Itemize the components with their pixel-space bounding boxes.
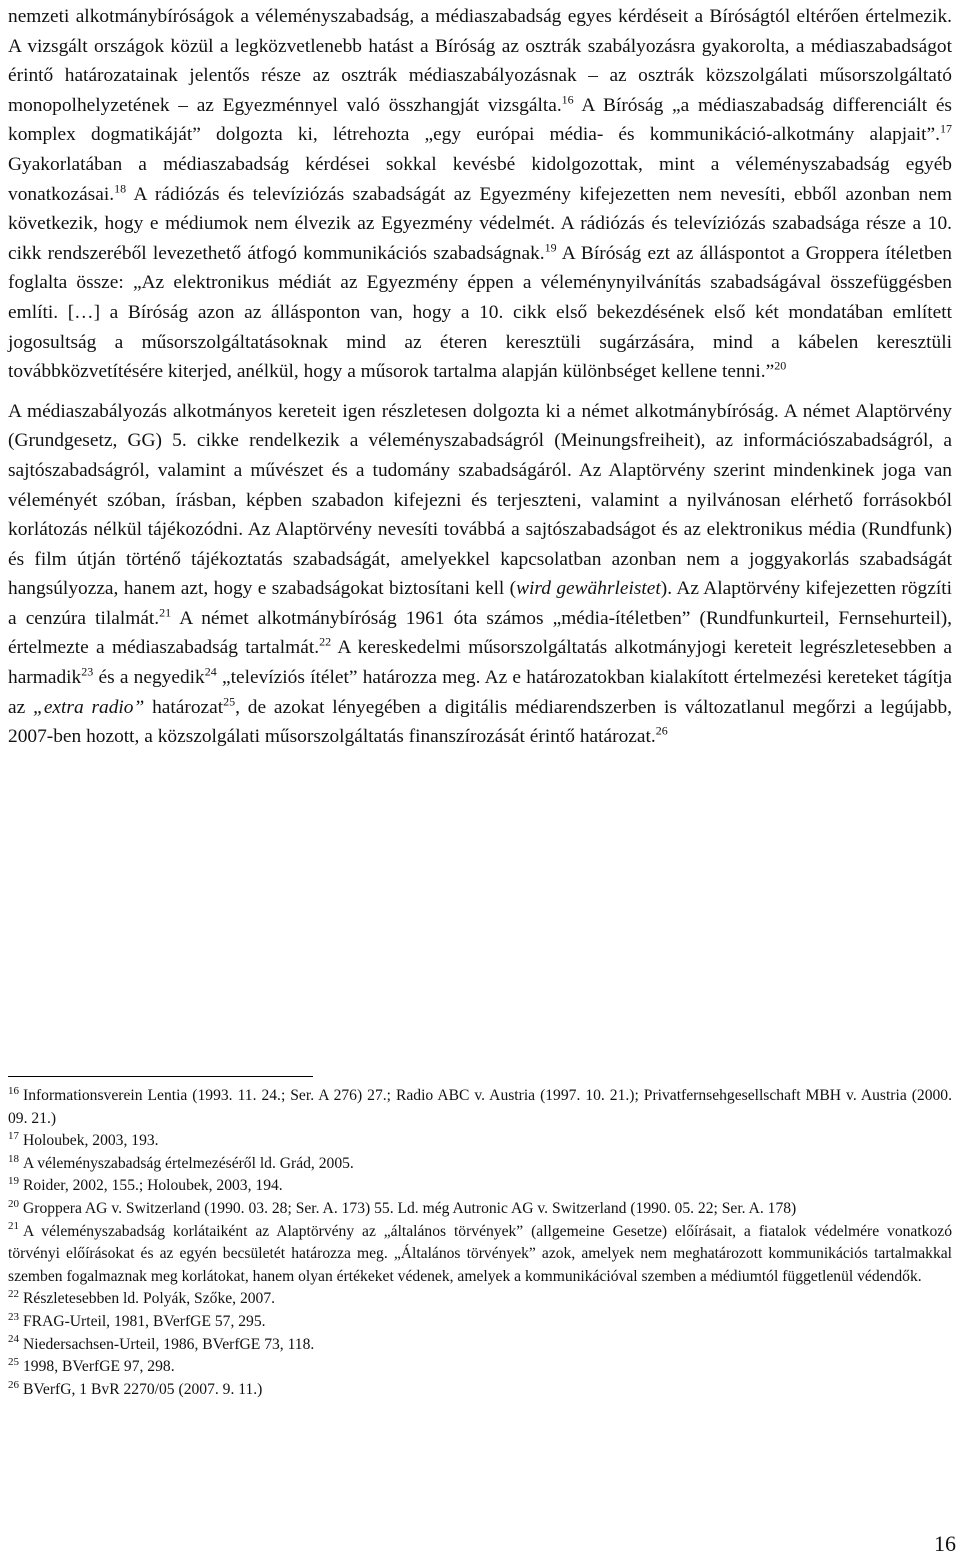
- body-paragraph-2: [8, 397, 952, 752]
- footnote-text: Holoubek, 2003, 193.: [23, 1132, 159, 1150]
- footnote-text: 1998, BVerfGE 97, 298.: [23, 1358, 175, 1376]
- footnote-text: Roider, 2002, 155.; Holoubek, 2003, 194.: [23, 1177, 283, 1195]
- paragraph-text: A német alkotmánybíróság 1961 óta számos „média-ítéletben” (Rundfunkurteil, Fernsehurteil), értelmezte a médiaszabadság tartalmát.: [8, 607, 953, 659]
- footnote-16: [8, 1085, 952, 1130]
- paragraph-text: nemzeti alkotmánybíróságok a véleményszabadság, a médiaszabadság egyes kérdéseit a Bíróságtól eltérően értelmezik. A vizsgált országok közül a legközvetlenebb hatást a Bíróság az osztrák szabályozásra gyakorolta, a médiaszabadságot érintő határozatainak jelentős része az osztrák médiaszabályozásnak – az osztrák közszolgálati műsorszolgáltató monopolhelyzetének – az Egyezménnyel való összhangját vizsgálta.: [8, 6, 952, 116]
- footnote-text: A véleményszabadság értelmezéséről ld. Grád, 2005.: [23, 1154, 354, 1172]
- footnote-text: Niedersachsen-Urteil, 1986, BVerfGE 73, 118.: [23, 1335, 315, 1353]
- footnote-reference: 23: [81, 664, 94, 679]
- paragraph-text: „televíziós ítélet” határozza meg. Az e határozatokban kialakított értelmezési kereteket tágítja az: [8, 667, 952, 718]
- footnote-19: [8, 1175, 952, 1198]
- footnote-text: Groppera AG v. Switzerland (1990. 03. 28; Ser. A. 173) 55. Ld. még Autronic AG v. Switzerland (1990. 05. 22; Ser. A. 178): [23, 1199, 797, 1217]
- footnote-24: [8, 1334, 952, 1357]
- footnote-reference: 22: [319, 635, 332, 649]
- paragraph-text: A médiaszabályozás alkotmányos kereteit igen részletesen dolgozta ki a német alkotmánybíróság. A német Alaptörvény (Grundgesetz, GG) 5. cikke rendelkezik a véleményszabadságról (Meinungsfreiheit), az információszabadságról, a sajtószabadságról, valamint a művészet és a tudomány szabadságáról. Az Alaptörvény szerint mindenkinek joga van véleményét szóban, írásban, képben szabadon kifejezni és terjeszteni, valamint a nyilvánosan elérhető forrásokból korlátozás nélkül tájékozódni. Az Alaptörvény nevesíti továbbá a sajtószabadságot és az elektronikus média (Rundfunk) és film útján történő tájékoztatás szabadságát, amelyekkel kapcsolatban azonban nem a joggyakorlás szabadságát hangsúlyozza, hanem azt, hogy e szabadságokat biztosítani kell (: [8, 400, 952, 600]
- footnote-17: [8, 1130, 952, 1153]
- footnote-reference: 25: [223, 694, 236, 709]
- page-body: [8, 0, 952, 752]
- paragraph-text: A kereskedelmi műsorszolgáltatás alkotmányjogi kereteit legrészletesebben a harmadik: [8, 637, 952, 689]
- footnote-22: [8, 1288, 952, 1311]
- footnote-reference: 18: [114, 181, 127, 196]
- footnote-21: [8, 1221, 952, 1289]
- footnote-text: FRAG-Urteil, 1981, BVerfGE 57, 295.: [23, 1312, 266, 1330]
- paragraph-text: határozat: [144, 696, 224, 718]
- footnote-26: [8, 1379, 952, 1402]
- footnote-number: 25: [8, 1355, 19, 1368]
- footnote-20: [8, 1198, 952, 1221]
- body-paragraph-1: [8, 0, 952, 387]
- footnote-reference: 24: [204, 664, 217, 679]
- footnote-number: 17: [8, 1130, 19, 1142]
- footnote-number: 16: [8, 1084, 19, 1097]
- paragraph-text: A rádiózás és televíziózás szabadságát az Egyezmény kifejezetten nem nevesíti, ebből azonban nem következik, hogy e médiumok nem élvezik az Egyezmény védelmét. A rádiózás és televíziózás szabadsága része a 10. cikk rendszeréből levezethető átfogó kommunikációs szabadságnak.: [8, 183, 952, 264]
- footnote-number: 24: [8, 1333, 19, 1346]
- footnote-reference: 21: [159, 605, 172, 620]
- paragraph-text: Gyakorlatában a médiaszabadság kérdései sokkal kevésbé kidolgozottak, mint a véleményszabadság egyéb vonatkozásai.: [8, 153, 952, 205]
- footnote-text: A véleményszabadság korlátaiként az Alaptörvény az „általános törvények” (allgemeine Gesetze) előírásait, a fiatalok védelmére vonatkozó törvényi előírásokat és az egyén becsületét határozza meg. „Általános törvények” azok, amelyek nem meghatározott kommunikációs tartalmakkal szemben fogalmaznak meg korlátokat, hanem olyan értékeket védenek, amelyek a kommunikációval szemben a médiumtól függetlenül védendők.: [8, 1222, 952, 1285]
- footnote-reference: 26: [655, 723, 668, 738]
- footnote-25: [8, 1356, 952, 1379]
- footnote-number: 20: [8, 1197, 19, 1210]
- footnote-number: 21: [8, 1220, 19, 1233]
- paragraph-text: A Bíróság „a médiaszabadság differenciált és komplex dogmatikáját” dolgozta ki, létrehozta „egy európai média- és kommunikáció-alkotmány alapjait”.: [8, 94, 952, 146]
- footnote-separator: [8, 1076, 313, 1077]
- page-number: 16: [934, 1531, 956, 1556]
- footnote-number: 19: [8, 1175, 19, 1188]
- footnote-number: 18: [8, 1152, 19, 1165]
- footnote-reference: 16: [561, 92, 574, 107]
- footnote-reference: 17: [940, 121, 952, 136]
- footnote-text: Informationsverein Lentia (1993. 11. 24.; Ser. A 276) 27.; Radio ABC v. Austria (1997. 10. 21.); Privatfernsehgesellschaft MBH v. Austria (2000. 09. 21.): [8, 1087, 952, 1127]
- footnote-text: Részletesebben ld. Polyák, Szőke, 2007.: [23, 1290, 276, 1308]
- italic-text: „extra radio”: [33, 696, 145, 718]
- footnote-number: 26: [8, 1378, 19, 1391]
- paragraph-text: , de azokat lényegében a digitális médiarendszerben is változatlanul megőrzi a legújabb, 2007-ben hozott, a közszolgálati műsorszolgáltatás finanszírozását érintő határozat.: [8, 696, 953, 748]
- paragraph-text: ). Az Alaptörvény kifejezetten rögzíti a cenzúra tilalmát.: [8, 578, 952, 629]
- footnotes: [8, 1085, 952, 1401]
- footnote-text: BVerfG, 1 BvR 2270/05 (2007. 9. 11.): [23, 1380, 263, 1398]
- footnote-18: [8, 1153, 952, 1176]
- footnote-reference: 19: [544, 240, 557, 255]
- footnote-23: [8, 1311, 952, 1334]
- footnote-reference: 20: [774, 358, 787, 373]
- footnote-number: 22: [8, 1288, 19, 1301]
- footnote-number: 23: [8, 1310, 19, 1323]
- paragraph-text: A Bíróság ezt az álláspontot a Groppera ítéletben foglalta össze: „Az elektronikus médiát az Egyezmény éppen a véleménynyilvánítás szabadságával összefüggésben említi. […] a Bíróság azon az állásponton van, hogy a 10. cikk első bekezdésének első két mondatában említett jogosultság a műsorszolgáltatásoknak mind az éteren keresztüli sugárzására, mind a kábelen keresztüli továbbközvetítésére kiterjed, anélkül, hogy a műsorok tartalma alapján különbséget kellene tenni.”: [8, 242, 952, 383]
- italic-text: wird gewährleistet: [516, 578, 661, 600]
- paragraph-text: és a negyedik: [93, 667, 205, 689]
